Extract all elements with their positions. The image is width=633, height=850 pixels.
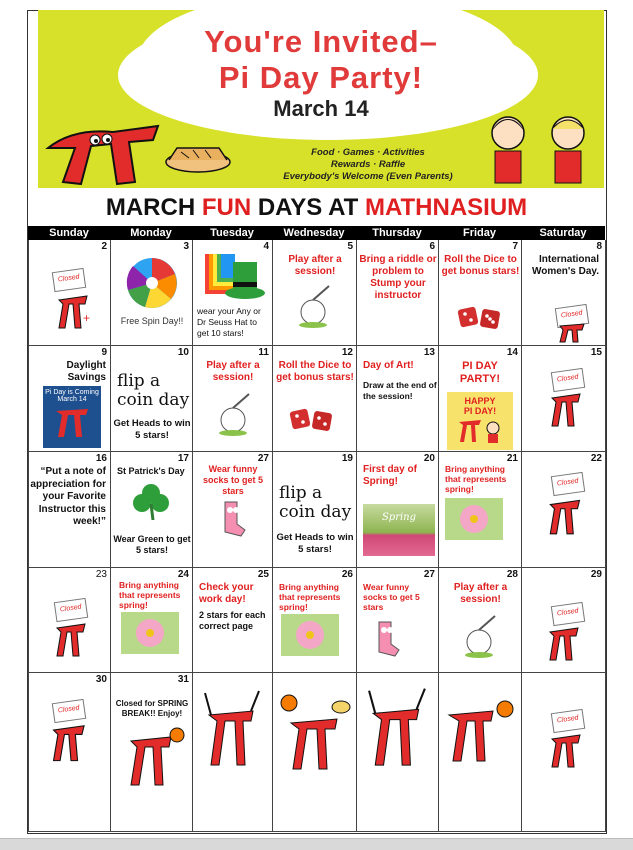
day-cell-23: 23 Closed: [29, 568, 111, 673]
pi-day-poster: Pi Day is Coming March 14: [43, 386, 101, 448]
pi-basketball-mascot-icon: [125, 725, 185, 797]
day-cell-25: 25 Check your work day! 2 stars for each correct page: [193, 568, 273, 673]
pi-basketball-mascot-icon: [445, 697, 515, 769]
pi-symbol-icon: [52, 403, 92, 439]
day-cell-9: 9 Daylight Savings Pi Day is Coming March 14: [29, 346, 111, 452]
dow-saturday: Saturday: [539, 227, 587, 239]
day-cell-24: 24 Bring anything that represents spring!: [111, 568, 193, 673]
day-cell-blank-4: [439, 673, 522, 832]
flip-coin-heading: flip a coin day: [117, 371, 190, 410]
closed-sign: Closed: [52, 699, 86, 723]
green-hat-rainbow-icon: [203, 252, 267, 304]
dow-sunday: Sunday: [49, 227, 89, 239]
day-cell-21: 21 Bring anything that represents spring!: [439, 452, 522, 568]
closed-sign: Closed: [551, 368, 585, 392]
closed-pi-mascot-icon: [51, 717, 91, 765]
closed-pi-mascot-icon: [548, 492, 586, 538]
day-cell-13: 13 Day of Art! Draw at the end of the session!: [357, 346, 439, 452]
closed-sign: Closed: [551, 709, 585, 733]
banner-date: March 14: [273, 96, 369, 121]
closed-sign: Closed: [551, 472, 585, 496]
day-cell-6: 6 Bring a riddle or problem to Stump your instructor: [357, 240, 439, 346]
day-cell-2: 2 Closed +: [29, 240, 111, 346]
shamrock-icon: [131, 482, 171, 522]
pi-mascot-cheering-icon: [203, 689, 263, 775]
day-cell-12: 12 Roll the Dice to get bonus stars!: [273, 346, 357, 452]
day-cell-8: 8 International Women's Day. Closed: [522, 240, 606, 346]
day-cell-27: 27 Wear funny socks to get 5 stars: [357, 568, 439, 673]
party-banner: [38, 10, 604, 188]
funny-sock-icon: [217, 500, 247, 538]
pi-mascot-cheering-icon: [367, 685, 429, 777]
pie-illustration: [163, 140, 233, 180]
day-cell-10: 10 flip a coin day Get Heads to win 5 stars!: [111, 346, 193, 452]
pink-flower-photo: [121, 612, 179, 654]
spring-tulips-photo: Spring: [363, 504, 435, 556]
day-cell-11: 11 Play after a session!: [193, 346, 273, 452]
dow-wednesday: Wednesday: [283, 227, 345, 239]
days-of-week-header: [28, 226, 605, 240]
golf-ball-mascot-icon: [293, 282, 333, 328]
closed-sign: Closed: [551, 602, 585, 626]
day-cell-31: 31 Closed for SPRING BREAK!! Enjoy!: [111, 673, 193, 832]
day-cell-30: 30 Closed: [29, 673, 111, 832]
day-cell-blank-5: [522, 673, 606, 832]
pi-mascot-ball-pie-icon: [279, 693, 351, 775]
day-cell-blank-1: [193, 673, 273, 832]
closed-sign: Closed: [52, 268, 86, 292]
closed-pi-mascot-icon: [550, 386, 586, 430]
day-cell-28: 28 Play after a session!: [439, 568, 522, 673]
day-cell-29: 29 Closed: [522, 568, 606, 673]
closed-pi-mascot-icon: [548, 620, 584, 664]
day-cell-blank-2: [273, 673, 357, 832]
happy-pi-day-poster: HAPPY PI DAY!: [447, 392, 513, 450]
flip-coin-heading: flip a coin day: [279, 483, 352, 522]
day-cell-7: 7 Roll the Dice to get bonus stars!: [439, 240, 522, 346]
day-cell-14: 14 PI DAY PARTY! HAPPY PI DAY!: [439, 346, 522, 452]
closed-pi-mascot-icon: [57, 288, 93, 332]
dow-tuesday: Tuesday: [210, 227, 254, 239]
day-cell-5: 5 Play after a session!: [273, 240, 357, 346]
day-cell-22: 22 Closed: [522, 452, 606, 568]
banner-details: Food · Games · Activities Rewards · Raffle Everybody's Welcome (Even Parents): [283, 147, 453, 182]
calendar-grid: [28, 240, 606, 832]
day-cell-blank-3: [357, 673, 439, 832]
closed-pi-mascot-icon: [550, 727, 586, 771]
golf-ball-mascot-icon: [459, 612, 499, 658]
pi-mascot-illustration: [43, 110, 163, 188]
day-cell-26: 26 Bring anything that represents spring!: [273, 568, 357, 673]
closed-pi-mascot-icon: [55, 616, 91, 660]
dice-icon: [289, 404, 335, 434]
funny-sock-icon: [371, 620, 401, 658]
closed-sign: Closed: [54, 598, 88, 622]
day-cell-17: 17 St Patrick's Day Wear Green to get 5 stars!: [111, 452, 193, 568]
kids-illustration: [473, 105, 603, 188]
day-cell-3: 3 Free Spin Day!!: [111, 240, 193, 346]
page-bottom-bar: [0, 838, 633, 850]
closed-sign: Closed: [555, 304, 589, 328]
spin-wheel-icon: [125, 256, 179, 310]
pi-kids-icon: [455, 416, 505, 444]
svg-text:+: +: [83, 311, 91, 325]
dow-friday: Friday: [462, 227, 496, 239]
pink-flower-photo: [281, 614, 339, 656]
golf-ball-mascot-icon: [213, 390, 253, 436]
dow-monday: Monday: [130, 227, 172, 239]
calendar-title: MARCH FUN DAYS AT MATHNASIUM: [105, 194, 528, 221]
day-cell-15: 15 Closed: [522, 346, 606, 452]
closed-pi-mascot-icon: [558, 320, 588, 344]
day-cell-19: 19 flip a coin day Get Heads to win 5 stars!: [273, 452, 357, 568]
dice-icon: [457, 302, 503, 332]
pink-flower-photo: [445, 498, 503, 540]
banner-title-line1: You're Invited–: [204, 24, 438, 59]
day-cell-16: 16 “Put a note of appreciation for your Favorite Instructor this week!”: [29, 452, 111, 568]
day-cell-20: 20 First day of Spring! Spring: [357, 452, 439, 568]
day-cell-18: 27 Wear funny socks to get 5 stars: [193, 452, 273, 568]
day-cell-4: 4 wear your Any or Dr Seuss Hat to get 10 stars!: [193, 240, 273, 346]
banner-title-line2: Pi Day Party!: [218, 60, 424, 95]
dow-thursday: Thursday: [372, 227, 422, 239]
